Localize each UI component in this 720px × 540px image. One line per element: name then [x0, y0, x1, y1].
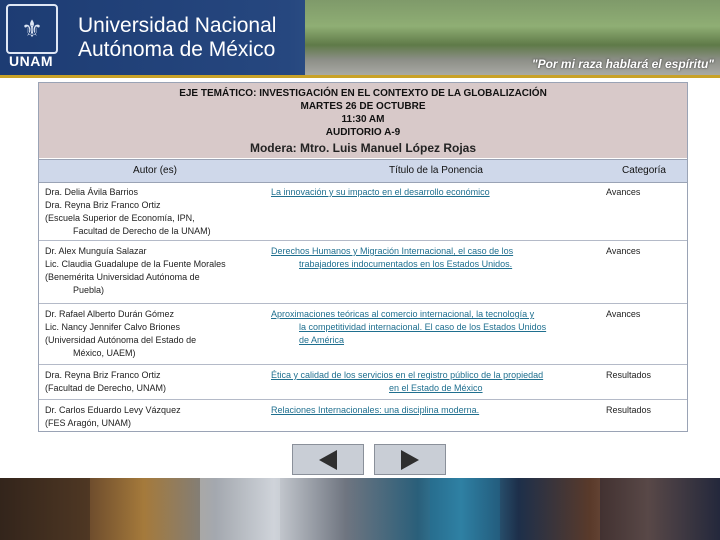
university-name-line1: Universidad Nacional	[78, 14, 277, 37]
header-categoria: Categoría	[622, 165, 666, 176]
category-cell: Avances	[606, 246, 641, 256]
motto: "Por mi raza hablará el espíritu"	[531, 57, 714, 71]
author-line: Dra. Reyna Briz Franco Ortiz	[45, 200, 161, 210]
next-slide-button[interactable]	[374, 444, 446, 475]
paper-title-line: en el Estado de México	[389, 383, 483, 393]
paper-title-link[interactable]	[271, 245, 591, 271]
table-row	[39, 182, 687, 241]
author-line: Dr. Carlos Eduardo Levy Vázquez	[45, 405, 181, 415]
paper-title-line: la competitividad internacional. El caso de los Estados Unidos	[299, 322, 547, 332]
paper-title-link[interactable]	[271, 308, 591, 347]
program-panel	[38, 82, 688, 432]
header-stripe	[0, 75, 720, 78]
paper-title-line: Relaciones Internacionales: una disciplina moderna.	[271, 405, 480, 415]
collage-tile	[200, 478, 280, 540]
paper-title-line: Aproximaciones teóricas al comercio internacional, la tecnología y	[271, 309, 535, 319]
paper-title-line: Ética y calidad de los servicios en el registro público de la propiedad	[271, 370, 544, 380]
author-line: Lic. Claudia Guadalupe de la Fuente Morales	[45, 259, 226, 269]
authors-cell	[45, 186, 260, 238]
author-line: (FES Aragón, UNAM)	[45, 418, 132, 428]
event-date: MARTES 26 DE OCTUBRE	[300, 101, 426, 112]
moderator: Modera: Mtro. Luis Manuel López Rojas	[249, 141, 476, 155]
university-name-line2: Autónoma de México	[78, 38, 276, 61]
category-cell: Avances	[606, 309, 641, 319]
authors-cell	[45, 308, 260, 360]
authors-cell	[45, 404, 260, 430]
author-line: Dr. Rafael Alberto Durán Gómez	[45, 309, 175, 319]
paper-title-line: La innovación y su impacto en el desarrollo económico	[271, 187, 490, 197]
table-row	[39, 400, 687, 430]
table-row	[39, 241, 687, 304]
paper-title-link[interactable]	[271, 186, 591, 199]
paper-title-link[interactable]	[271, 404, 591, 417]
authors-cell	[45, 245, 260, 297]
unam-seal-icon: ⚜	[6, 4, 58, 54]
paper-title-link[interactable]	[271, 369, 591, 395]
decorative-collage	[0, 478, 720, 540]
table-row	[39, 304, 687, 365]
paper-title-line: de América	[299, 335, 345, 345]
author-line: Facultad de Derecho de la UNAM)	[73, 226, 211, 236]
author-line: Dr. Alex Munguía Salazar	[45, 246, 147, 256]
author-line: (Facultad de Derecho, UNAM)	[45, 383, 167, 393]
collage-tile	[600, 478, 720, 540]
unam-wordmark: UNAM	[9, 53, 53, 69]
header-titulo: Título de la Ponencia	[389, 165, 483, 176]
thematic-axis: EJE TEMÁTICO: INVESTIGACIÓN EN EL CONTEXTO DE LA GLOBALIZACIÓN	[179, 88, 547, 99]
author-line: Dra. Reyna Briz Franco Ortiz	[45, 370, 161, 380]
header-banner	[0, 0, 720, 75]
triangle-left-icon	[319, 450, 337, 470]
author-line: México, UAEM)	[73, 348, 136, 358]
author-line: Dra. Delia Ávila Barrios	[45, 187, 139, 197]
paper-title-line: trabajadores indocumentados en los Estados Unidos.	[299, 259, 513, 269]
event-time: 11:30 AM	[341, 114, 385, 125]
category-cell: Resultados	[606, 405, 652, 415]
triangle-right-icon	[401, 450, 419, 470]
event-title-box	[39, 83, 687, 158]
event-room: AUDITORIO A-9	[325, 127, 401, 138]
header-autor: Autor (es)	[133, 165, 177, 176]
previous-slide-button[interactable]	[292, 444, 364, 475]
author-line: (Escuela Superior de Economía, IPN,	[45, 213, 195, 223]
author-line: Puebla)	[73, 285, 105, 295]
collage-tile	[0, 478, 90, 540]
author-line: Lic. Nancy Jennifer Calvo Briones	[45, 322, 181, 332]
category-cell: Avances	[606, 187, 641, 197]
category-cell: Resultados	[606, 370, 652, 380]
table-row	[39, 365, 687, 400]
authors-cell	[45, 369, 260, 395]
author-line: (Benemérita Universidad Autónoma de	[45, 272, 200, 282]
author-line: (Universidad Autónoma del Estado de	[45, 335, 197, 345]
collage-tile	[430, 478, 500, 540]
paper-title-line: Derechos Humanos y Migración Internacional, el caso de los	[271, 246, 514, 256]
table-header	[39, 159, 687, 183]
